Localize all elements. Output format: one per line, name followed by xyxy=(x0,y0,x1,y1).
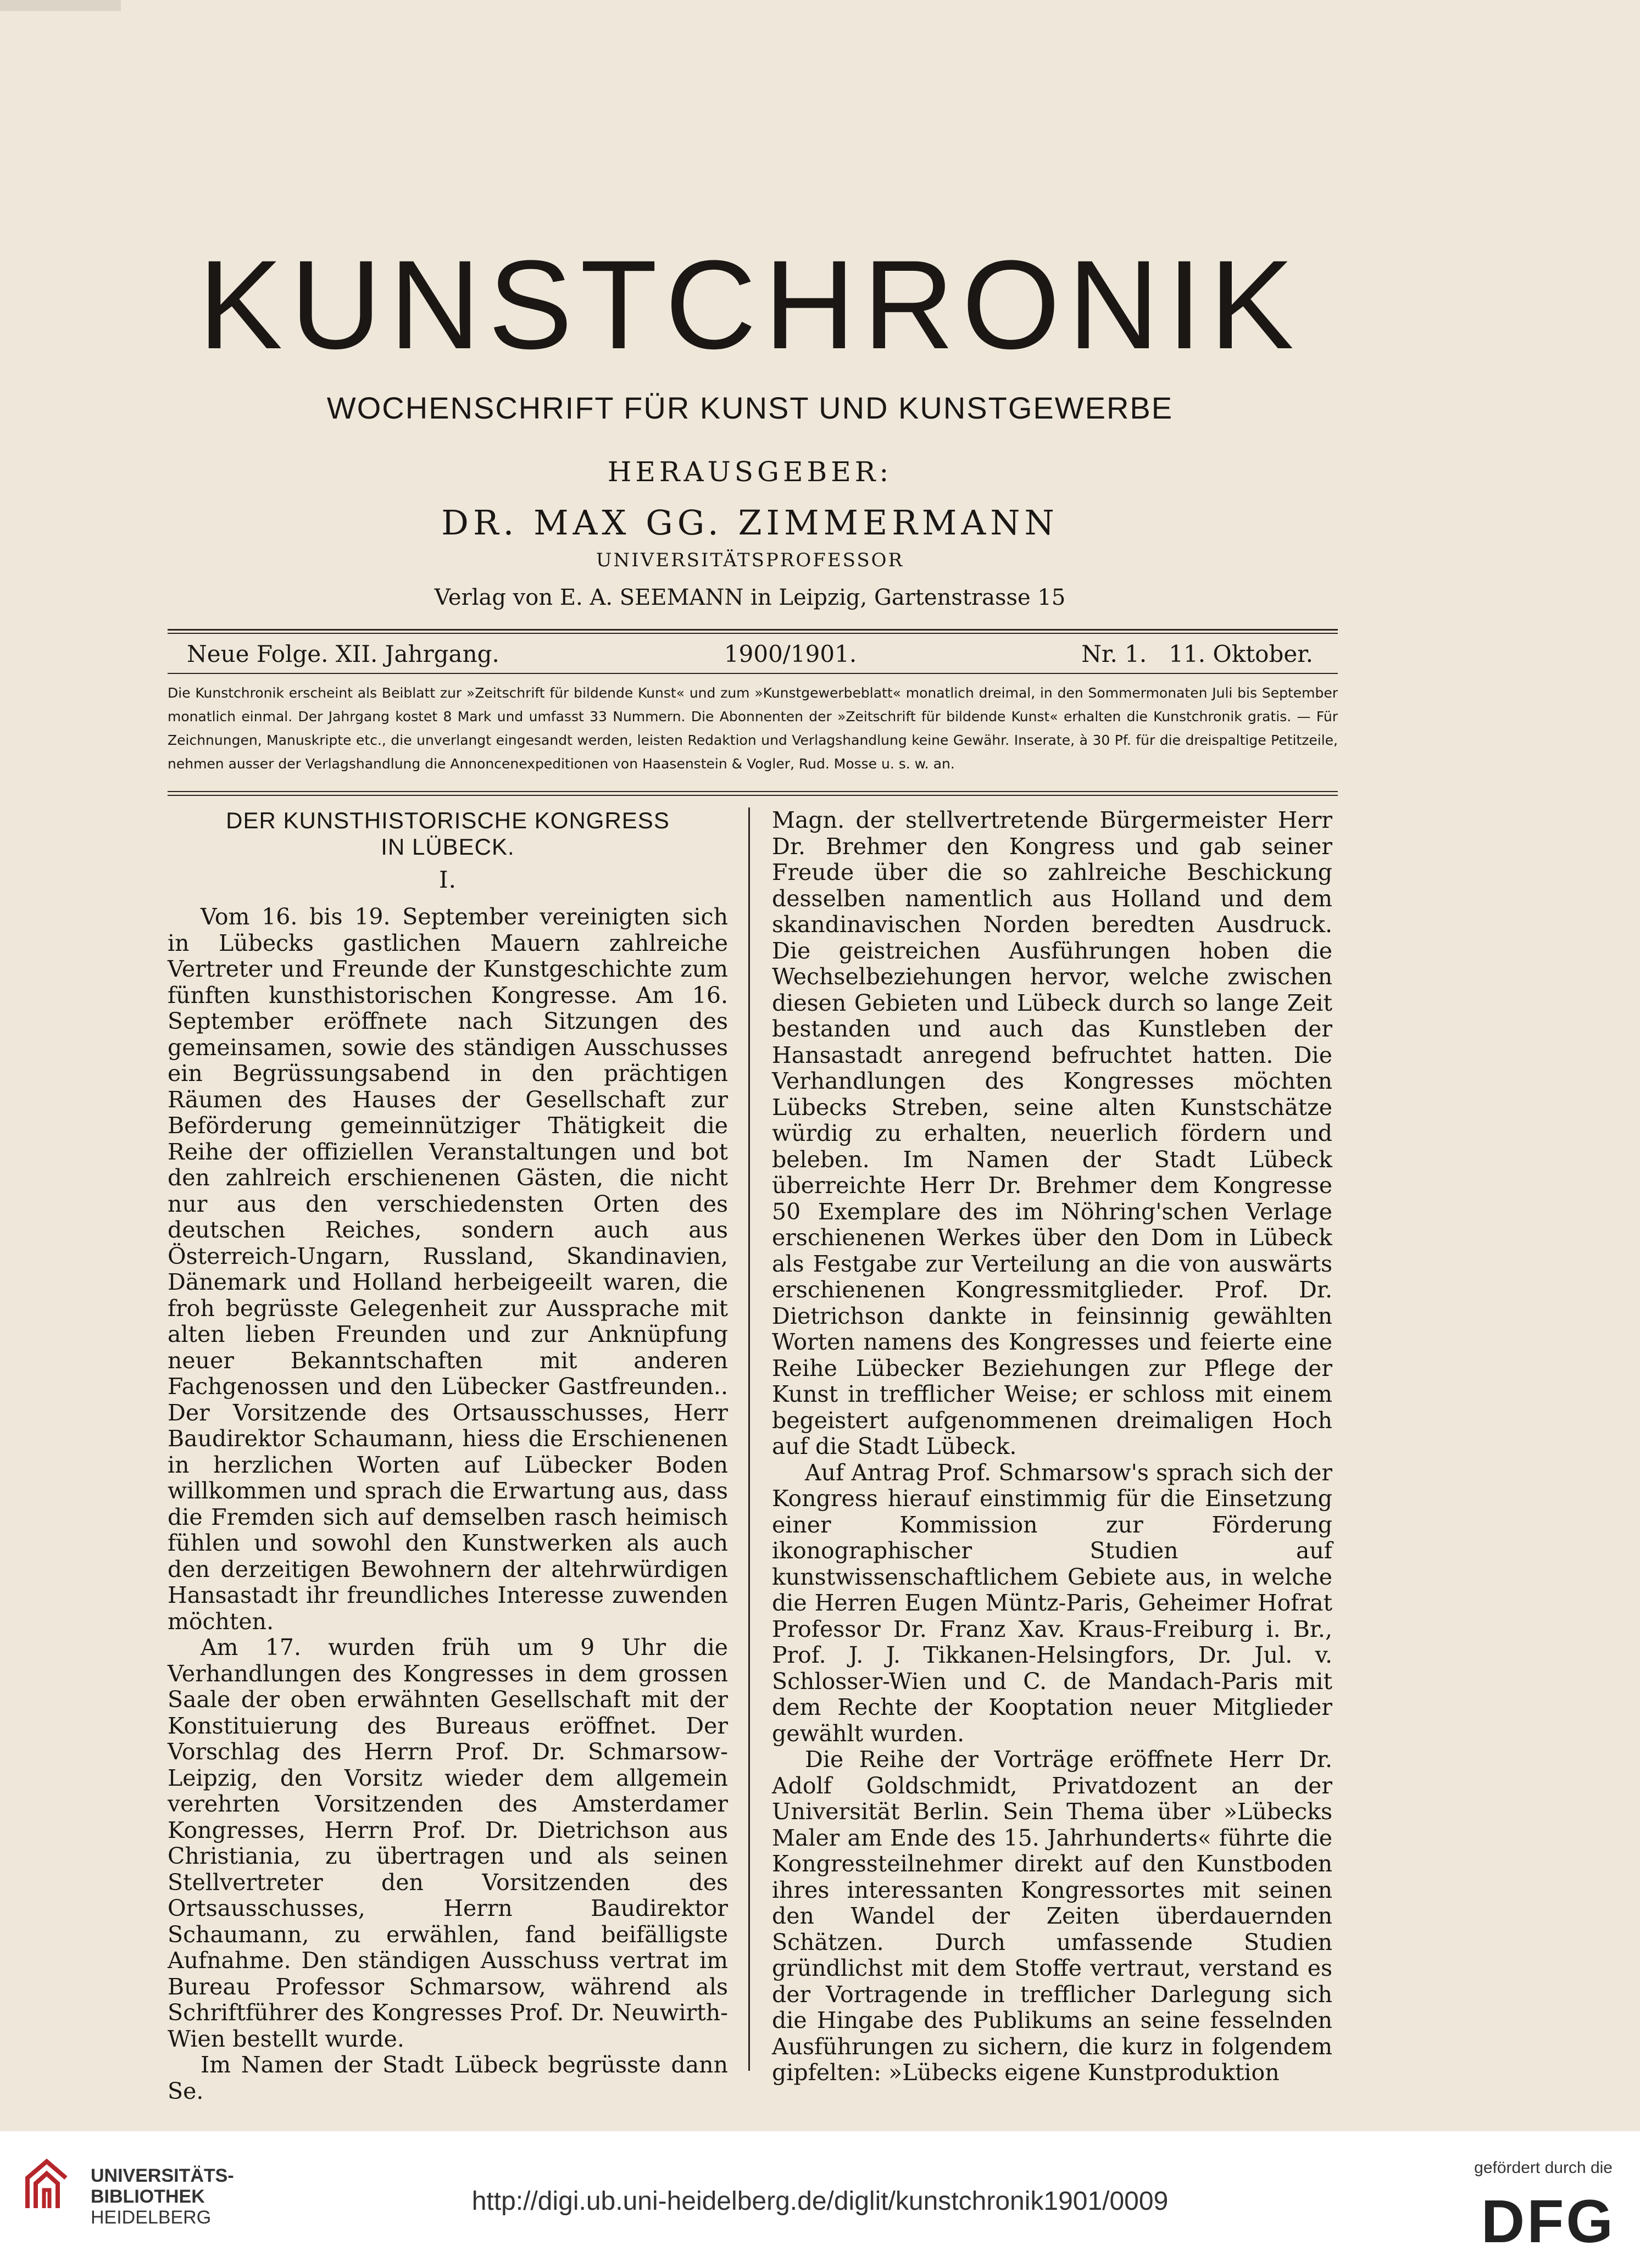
paragraph: Auf Antrag Prof. Schmarsow's sprach sich der Kongress hierauf einstimmig für die Einsetzung einer Kommission zur Förderung ikonographischer Studien auf kunstwissenschaftlichem Gebiete aus, in welche die Herren Eugen Müntz-Paris, Geheimer Hofrat Professor Dr. Franz Xav. Kraus-Freiburg i. Br., Prof. J. J. Tikkanen-Helsingfors, Dr. Jul. v. Schlosser-Wien und C. de Mandach-Paris mit dem Rechte der Kooptation neuer Mitglieder gewählt wurden. xyxy=(772,1459,1332,1747)
scan-edge-mark xyxy=(0,0,121,11)
funded-by-text: gefördert durch die xyxy=(1474,2159,1613,2177)
article-column-right xyxy=(772,807,1332,2086)
issue-rule-top-1 xyxy=(168,629,1338,631)
library-name-line2: BIBLIOTHEK xyxy=(91,2186,205,2207)
issue-rule-bottom xyxy=(168,673,1338,674)
issue-number-date xyxy=(1081,640,1313,667)
issue-date: 11. Oktober. xyxy=(1169,640,1313,667)
masthead-subtitle: WOCHENSCHRIFT FÜR KUNST UND KUNSTGEWERBE xyxy=(326,391,1174,425)
issue-rule-top-2 xyxy=(168,633,1338,634)
library-name-line3: HEIDELBERG xyxy=(91,2207,212,2228)
article-title-line2: IN LÜBECK. xyxy=(381,834,515,860)
source-url-link[interactable]: http://digi.ub.uni-heidelberg.de/diglit/kunstchronik1901/0009 xyxy=(471,2187,1169,2216)
article-heading xyxy=(168,807,728,893)
dfg-logo: DFG xyxy=(1481,2188,1615,2255)
editor-role: UNIVERSITÄTSPROFESSOR xyxy=(596,549,904,571)
publisher-line: Verlag von E. A. SEEMANN in Leipzig, Gartenstrasse 15 xyxy=(434,585,1066,610)
paragraph: Im Namen der Stadt Lübeck begrüsste dann Se. xyxy=(168,2052,728,2104)
herausgeber-label: HERAUSGEBER: xyxy=(607,456,893,488)
issue-years: 1900/1901. xyxy=(724,640,857,667)
issue-number: Nr. 1. xyxy=(1081,640,1147,667)
digitization-footer xyxy=(0,2131,1640,2268)
notice-rule-2 xyxy=(168,795,1338,796)
notice-rule-1 xyxy=(168,791,1338,792)
library-name-line1: UNIVERSITÄTS- xyxy=(91,2165,234,2186)
issue-line xyxy=(187,637,1313,670)
article-section-number: I. xyxy=(439,866,457,893)
paragraph: Am 17. wurden früh um 9 Uhr die Verhandlungen des Kongresses in dem grossen Saale der oben erwähnten Gesellschaft mit der Konstituierung des Bureaus eröffnet. Der Vorschlag des Herrn Prof. Dr. Schmarsow-Leipzig, den Vorsitz wieder dem allgemein verehrten Vorsitzenden des Amsterdamer Kongresses, Herrn Prof. Dr. Dietrichson aus Christiania, zu übertragen und als seinen Stellvertreter den Vorsitzenden des Ortsausschusses, Herrn Baudirektor Schaumann, zu erwählen, fand beifälligste Aufnahme. Den ständigen Ausschuss vertrat im Bureau Professor Schmarsow, während als Schriftführer des Kongresses Prof. Dr. Neuwirth-Wien bestellt wurde. xyxy=(168,1634,728,2052)
issue-series: Neue Folge. XII. Jahrgang. xyxy=(187,640,499,667)
article-title-line1: DER KUNSTHISTORISCHE KONGRESS xyxy=(226,807,670,833)
editor-name: DR. MAX GG. ZIMMERMANN xyxy=(441,503,1059,543)
column-divider xyxy=(748,807,750,2071)
paragraph: Magn. der stellvertretende Bürgermeister Herr Dr. Brehmer den Kongress und gab seiner Freude über die so zahlreiche Beschickung desselben namentlich aus Holland und dem skandinavischen Norden beredten Ausdruck. Die geistreichen Ausführungen hoben die Wechselbeziehungen hervor, welche zwischen diesen Gebieten und Lübeck durch so lange Zeit bestanden und auch das Kunstleben der Hansastadt anregend befruchtet hatten. Die Verhandlungen des Kongresses möchten Lübecks Streben, seine alten Kunstschätze würdig zu erhalten, neuerlich fördern und beleben. Im Namen der Stadt Lübeck überreichte Herr Dr. Brehmer dem Kongresse 50 Exemplare des im Nöhring'schen Verlage erschienenen Werkes über den Dom in Lübeck als Festgabe zur Verteilung an die von auswärts erschienenen Kongressmitglieder. Prof. Dr. Dietrichson dankte in feinsinnig gewählten Worten namens des Kongresses und feierte eine Reihe Lübecker Beziehungen zur Pflege der Kunst in trefflicher Weise; er schloss mit einem begeistert aufgenommenen dreimaligen Hoch auf die Stadt Lübeck. xyxy=(772,807,1332,1459)
paragraph: Vom 16. bis 19. September vereinigten sich in Lübecks gastlichen Mauern zahlreiche Vertreter und Freunde der Kunstgeschichte zum fünften kunsthistorischen Kongresse. Am 16. September eröffnete nach Sitzungen des gemeinsamen, sowie des ständigen Ausschusses ein Begrüssungsabend in den prächtigen Räumen des Hauses der Gesellschaft zur Beförderung gemeinnütziger Thätigkeit die Reihe der offiziellen Veranstaltungen und bot den zahlreich erschienenen Gästen, die nicht nur aus den verschiedensten Orten des deutschen Reiches, sondern auch aus Österreich-Ungarn, Russland, Skandinavien, Dänemark und Holland herbeigeeilt waren, die froh begrüsste Gelegenheit zur Aussprache mit alten lieben Freunden und zur Anknüpfung neuer Bekanntschaften mit anderen Fachgenossen und den Lübecker Gastfreunden.. Der Vorsitzende des Ortsausschusses, Herr Baudirektor Schaumann, hiess die Erschienenen in herzlichen Worten auf Lübecker Boden willkommen und sprach die Erwartung aus, dass die Fremden sich auf demselben rasch heimisch fühlen und sowohl den Kunstwerken als auch den derzeitigen Bewohnern der altehrwürdigen Hansastadt ihr freundliches Interesse zuwenden möchten. xyxy=(168,904,728,1635)
paragraph: Die Reihe der Vorträge eröffnete Herr Dr. Adolf Goldschmidt, Privatdozent an der Universität Berlin. Sein Thema über »Lübecks Maler am Ende des 15. Jahrhunderts« führte die Kongressteilnehmer direkt auf den Kunstboden ihres interessanten Kongressortes mit seinen den Wandel der Zeiten überdauernden Schätzen. Durch umfassende Studien gründlichst mit dem Stoffe vertraut, verstand es der Vortragende in trefflicher Darlegung sich die Hingabe des Publikums an seine fesselnden Ausführungen zu sichern, die kurz in folgendem gipfelten: »Lübecks eigene Kunstproduktion xyxy=(772,1746,1332,2086)
article-column-left xyxy=(168,807,728,2104)
subscription-notice: Die Kunstchronik erscheint als Beiblatt zur »Zeitschrift für bildende Kunst« und zum »Kunstgewerbeblatt« monatlich dreimal, in den Sommermonaten Juli bis September monatlich einmal. Der Jahrgang kostet 8 Mark und umfasst 33 Nummern. Die Abonnenten der »Zeitschrift für bildende Kunst« erhalten die Kunstchronik gratis. — Für Zeichnungen, Manuskripte etc., die unverlangt eingesandt werden, leisten Redaktion und Verlagshandlung keine Gewähr. Inserate, à 30 Pf. für die dreispaltige Petitzeile, nehmen ausser der Verlagshandlung die Annoncenexpeditionen von Haasenstein & Vogler, Rud. Mosse u. s. w. an. xyxy=(168,685,1338,772)
masthead-title: KUNSTCHRONIK xyxy=(198,234,1302,375)
